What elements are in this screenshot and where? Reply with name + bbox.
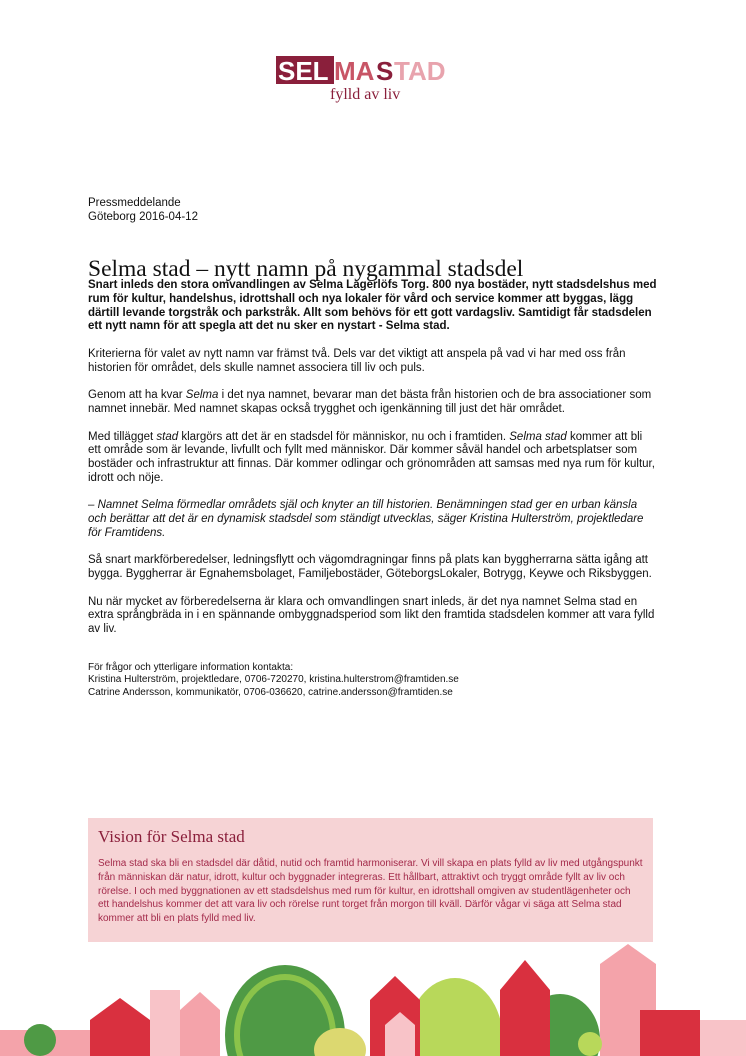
svg-text:S: S	[376, 56, 394, 86]
page-title: Selma stad – nytt namn på nygammal stadsdel	[88, 256, 524, 282]
vision-box	[88, 818, 653, 942]
paragraph-criteria: Kriterierna för valet av nytt namn var främst två. Dels var det viktigt att anspela på vad vi har med oss från historien för området, dels skulle namnet associera till liv och puls.	[88, 348, 626, 374]
contact-block	[88, 662, 658, 700]
block-far-right-pink	[700, 1020, 746, 1056]
tree-left	[24, 1024, 56, 1056]
lead-paragraph: Snart inleds den stora omvandlingen av Selma Lagerlöfs Torg. 800 nya bostäder, nytt stadsdelshus med rum för kultur, handelshus, idrottshall och nya lokaler för vård och service kommer att byggas, lägg därtill levande torgstråk och parkstråk. Allt som behövs för ett gott vardagsliv. Samtidigt får stadsdelen ett nytt namn för att spegla att det nu sker en nystart - Selma stad.	[88, 279, 657, 333]
svg-text:TAD: TAD	[394, 56, 446, 86]
doc-type: Pressmeddelande	[88, 197, 181, 209]
article-body	[88, 279, 658, 713]
paragraph-selma: Genom att ha kvar Selma i det nya namnet, bevarar man det bästa från historien och de bra associationer som namnet innebär. Med namnet skapas också trygghet och igenkänning till just det här området.	[88, 389, 652, 416]
skyline-illustration	[0, 940, 746, 1056]
tree-right	[578, 1032, 602, 1056]
vision-heading: Vision för Selma stad	[98, 827, 245, 846]
place-date: Göteborg 2016-04-12	[88, 211, 198, 223]
tower-pink	[150, 990, 180, 1056]
green-hill-mid	[407, 978, 503, 1056]
paragraph-builders: Så snart markförberedelser, ledningsflytt och vägomdragningar finns på plats kan byggherrarna sätta igång att bygga. Byggherrar är Egnahemsbolaget, Familjebostäder, GöteborgsLokaler, Botrygg, Keywe och Riksbyggen.	[88, 554, 652, 581]
house-left-pink	[180, 992, 220, 1056]
vision-text: Selma stad ska bli en stadsdel där dåtid, nutid och framtid harmoniserar. Vi vill skapa en plats fylld av liv med utgångspunkt från människan där natur, idrott, kultur och byggnader integreras. Ett hållbart, attraktivt och tryggt område fyllt av liv och rörelse. I och med byggnationen av ett stadsdelshus med rum för kultur, en idrottshall omgiven av studentlägenheter och ett handelshus kommer det att vara liv och rörelse runt torget från morgon till kväll. Därför vågar vi säga att Selma stad kommer att bli en plats fylld med liv.	[98, 858, 643, 925]
svg-text:MA: MA	[334, 56, 375, 86]
contact-person-2: Catrine Andersson, kommunikatör, 0706-036620, catrine.andersson@framtiden.se	[88, 686, 453, 698]
contact-heading: För frågor och ytterligare information kontakta:	[88, 661, 294, 673]
svg-text:SEL: SEL	[278, 56, 329, 86]
contact-person-1: Kristina Hulterström, projektledare, 0706-720270, kristina.hulterstrom@framtiden.se	[88, 674, 459, 686]
paragraph-outlook: Nu när mycket av förberedelserna är klara och omvandlingen snart inleds, är det nya namnet Selma stad en extra språngbräda in i en spännande ombyggnadsperiod som likt den framtida stadsdelen kommer att vara fylld av liv.	[88, 595, 655, 636]
press-meta	[88, 196, 198, 224]
quote-paragraph: – Namnet Selma förmedlar områdets själ och knyter an till historien. Benämningen stad ger en urban känsla och berättar att det är en dynamisk stadsdel som ständigt utvecklas, säger Kristina Hulterström, projektledare för Framtidens.	[88, 499, 644, 539]
paragraph-stad: Med tillägget stad klargörs att det är en stadsdel för människor, nu och i framtiden. Selma stad kommer att bli ett område som är levande, livfullt och fyllt med människor. Där kommer såväl handel och arbetsplatser som bostäder och infrastruktur att finnas. Där kommer odlingar och grönområden att samsas med nya rum för kultur, idrott och nöje.	[88, 430, 655, 484]
block-right-red	[640, 1010, 700, 1056]
logo-tagline: fylld av liv	[330, 86, 401, 103]
house-left-red	[90, 998, 150, 1056]
house-right-red	[500, 960, 550, 1056]
